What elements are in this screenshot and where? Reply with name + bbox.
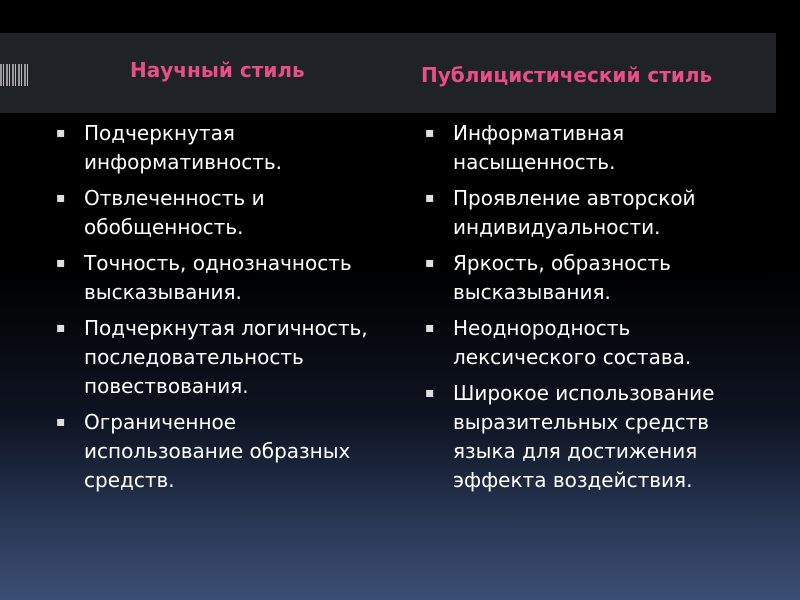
list-item <box>425 119 775 177</box>
list-item-text: Проявление авторской индивидуальности. <box>453 186 696 239</box>
square-bullet-icon: ▪ <box>425 385 435 401</box>
list-item-text: Подчеркнутая информативность. <box>84 121 282 174</box>
right-column-list <box>425 119 775 502</box>
list-item-text: Широкое использование выразительных средств языка для достижения эффекта воздействия. <box>453 381 715 492</box>
square-bullet-icon: ▪ <box>56 414 66 430</box>
square-bullet-icon: ▪ <box>56 320 66 336</box>
left-column-title: Научный стиль <box>130 58 305 82</box>
square-bullet-icon: ▪ <box>425 190 435 206</box>
list-item <box>425 379 775 495</box>
list-item <box>56 249 396 307</box>
barcode-stripes-icon <box>0 64 30 86</box>
list-item-text: Информативная насыщенность. <box>453 121 625 174</box>
list-item <box>425 184 775 242</box>
list-item <box>56 119 396 177</box>
square-bullet-icon: ▪ <box>56 255 66 271</box>
square-bullet-icon: ▪ <box>56 190 66 206</box>
square-bullet-icon: ▪ <box>425 320 435 336</box>
list-item <box>425 314 775 372</box>
right-column-title: Публицистический стиль <box>421 63 713 87</box>
list-item-text: Неоднородность лексического состава. <box>453 316 692 369</box>
square-bullet-icon: ▪ <box>56 125 66 141</box>
list-item-text: Отвлеченность и обобщенность. <box>84 186 265 239</box>
square-bullet-icon: ▪ <box>425 255 435 271</box>
list-item-text: Яркость, образность высказывания. <box>453 251 671 304</box>
list-item <box>425 249 775 307</box>
list-item-text: Точность, однозначность высказывания. <box>84 251 352 304</box>
list-item <box>56 184 396 242</box>
list-item-text: Ограниченное использование образных средств. <box>84 410 351 492</box>
list-item <box>56 408 396 495</box>
list-item-text: Подчеркнутая логичность, последовательность повествования. <box>84 316 368 398</box>
left-column-list <box>56 119 396 502</box>
square-bullet-icon: ▪ <box>425 125 435 141</box>
list-item <box>56 314 396 401</box>
